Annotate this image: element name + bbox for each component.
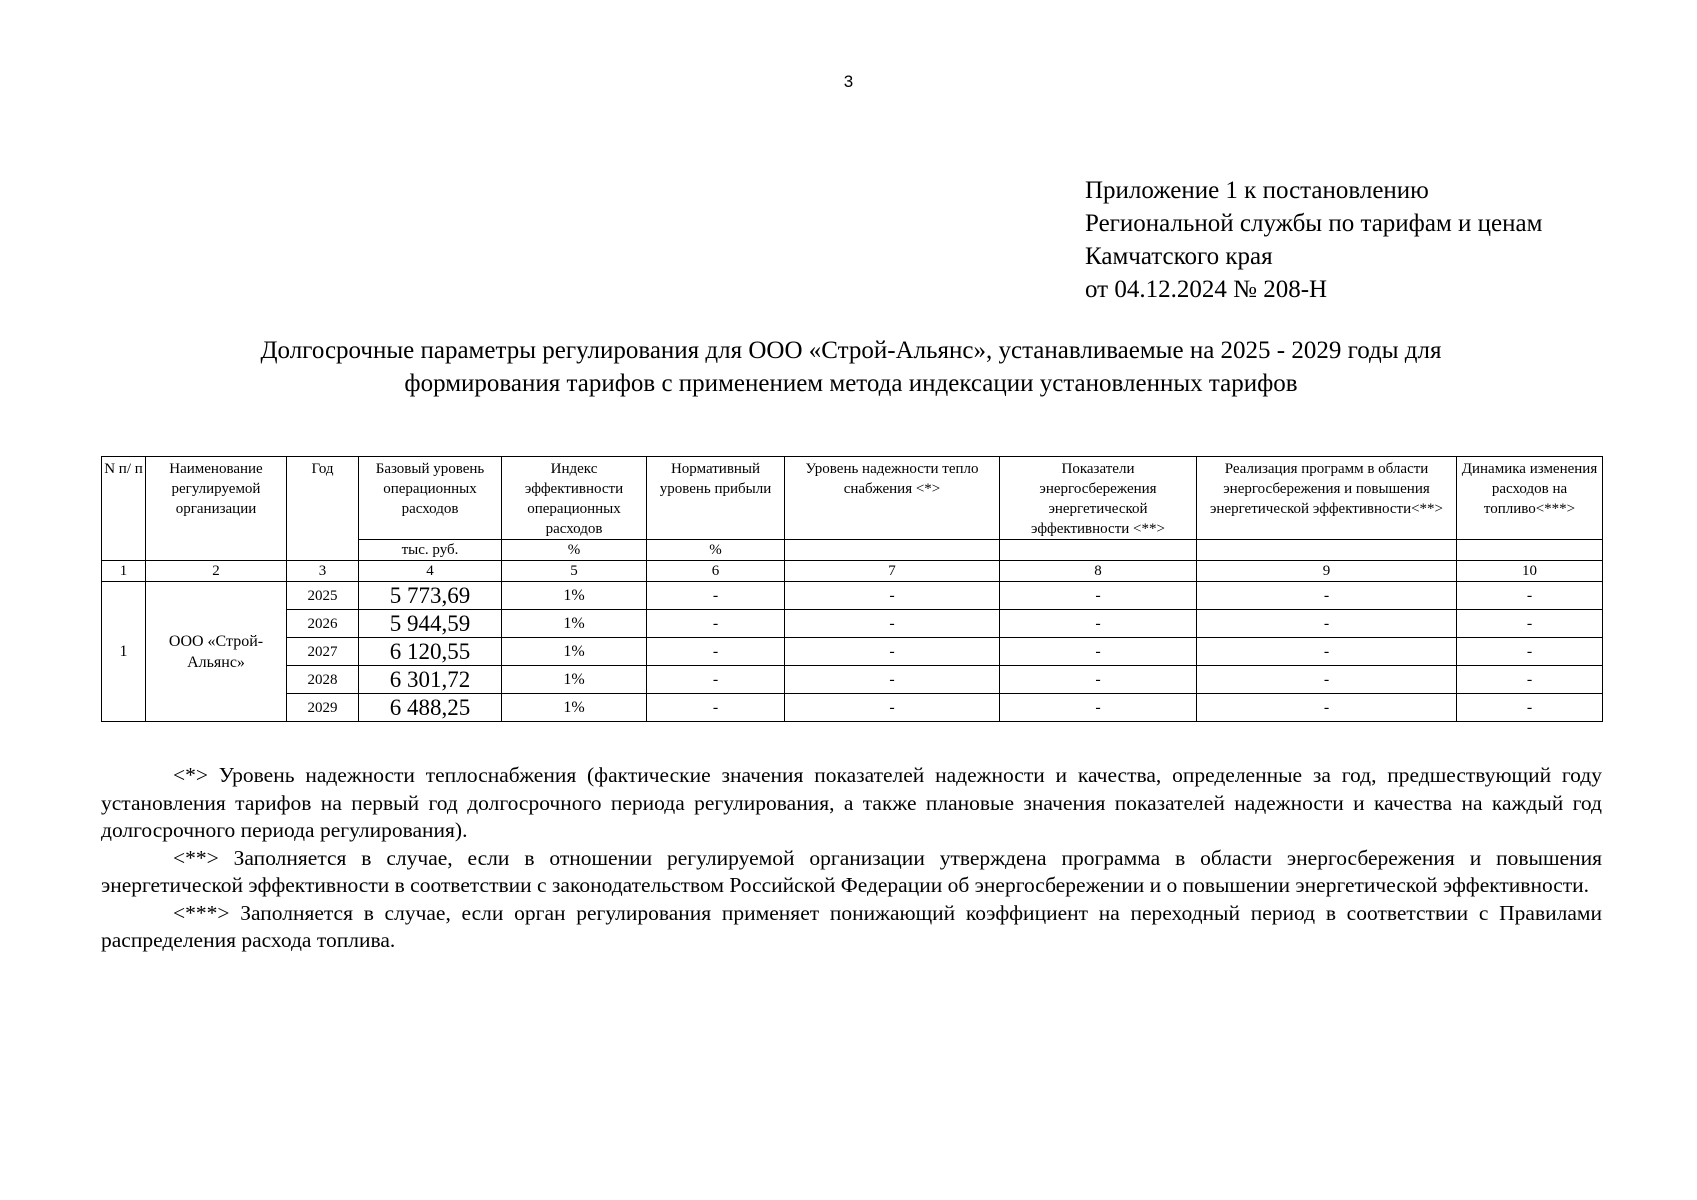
appendix-line: от 04.12.2024 № 208-Н	[1085, 276, 1328, 303]
reliability-cell: -	[785, 582, 1000, 610]
header-cell-base-level: Базовый уровень операционных расходов	[359, 457, 502, 540]
header-cell-organization: Наименование регулируемой организации	[146, 457, 287, 561]
profit-cell: -	[647, 610, 785, 638]
fuel-dynamics-cell: -	[1457, 666, 1603, 694]
efficiency-index-cell: 1%	[502, 582, 647, 610]
reliability-cell: -	[785, 694, 1000, 722]
table-row	[102, 638, 1603, 666]
efficiency-index-cell: 1%	[502, 638, 647, 666]
appendix-line: Региональной службы по тарифам и ценам	[1085, 210, 1543, 237]
base-level-cell: 6 488,25	[359, 694, 502, 722]
efficiency-index-cell: 1%	[502, 610, 647, 638]
energy-saving-cell: -	[1000, 582, 1197, 610]
year-cell: 2028	[287, 666, 359, 694]
column-number: 5	[502, 561, 647, 582]
table-row	[102, 610, 1603, 638]
header-row	[102, 457, 1603, 540]
column-number: 1	[102, 561, 146, 582]
programs-cell: -	[1197, 666, 1457, 694]
title-line: Долгосрочные параметры регулирования для ООО «Строй-Альянс», устанавливаемые на 2025 - 2029 годы для	[260, 337, 1442, 364]
appendix-line: Камчатского края	[1085, 243, 1273, 270]
column-number: 3	[287, 561, 359, 582]
header-cell-profit-level: Нормативный уровень прибыли	[647, 457, 785, 540]
energy-saving-cell: -	[1000, 694, 1197, 722]
fuel-dynamics-cell: -	[1457, 638, 1603, 666]
programs-cell: -	[1197, 582, 1457, 610]
footnotes	[101, 762, 1602, 955]
unit-cell	[1000, 540, 1197, 561]
column-number: 9	[1197, 561, 1457, 582]
unit-cell	[1197, 540, 1457, 561]
efficiency-index-cell: 1%	[502, 666, 647, 694]
unit-cell: %	[647, 540, 785, 561]
footnote: <**> Заполняется в случае, если в отношении регулируемой организации утверждена программа в области энергосбережения и повышения энергетической эффективности в соответствии с законодательством Российской Федерации об энергосбережении и о повышении энергетической эффективности.	[101, 845, 1602, 897]
column-numbers-row	[102, 561, 1603, 582]
programs-cell: -	[1197, 694, 1457, 722]
header-cell-year: Год	[287, 457, 359, 561]
year-cell: 2026	[287, 610, 359, 638]
header-cell-number: N п/ п	[102, 457, 146, 561]
unit-cell: тыс. руб.	[359, 540, 502, 561]
reliability-cell: -	[785, 610, 1000, 638]
column-number: 4	[359, 561, 502, 582]
title-line: формирования тарифов с применением метода индексации установленных тарифов	[404, 370, 1298, 397]
base-level-cell: 6 120,55	[359, 638, 502, 666]
profit-cell: -	[647, 694, 785, 722]
year-cell: 2029	[287, 694, 359, 722]
profit-cell: -	[647, 666, 785, 694]
column-number: 6	[647, 561, 785, 582]
unit-cell	[785, 540, 1000, 561]
column-number: 8	[1000, 561, 1197, 582]
header-cell-reliability: Уровень надежности тепло снабжения <*>	[785, 457, 1000, 540]
profit-cell: -	[647, 582, 785, 610]
programs-cell: -	[1197, 610, 1457, 638]
row-index-cell: 1	[102, 582, 146, 722]
column-number: 7	[785, 561, 1000, 582]
page-number: 3	[843, 72, 854, 91]
efficiency-index-cell: 1%	[502, 694, 647, 722]
base-level-cell: 5 944,59	[359, 610, 502, 638]
base-level-cell: 5 773,69	[359, 582, 502, 610]
year-cell: 2025	[287, 582, 359, 610]
programs-cell: -	[1197, 638, 1457, 666]
energy-saving-cell: -	[1000, 610, 1197, 638]
column-number: 2	[146, 561, 287, 582]
appendix-reference	[1085, 174, 1542, 306]
energy-saving-cell: -	[1000, 638, 1197, 666]
fuel-dynamics-cell: -	[1457, 694, 1603, 722]
header-cell-programs: Реализация программ в области энергосбережения и повышения энергетической эффективности<**>	[1197, 457, 1457, 540]
table-row	[102, 666, 1603, 694]
table-row	[102, 694, 1603, 722]
unit-cell: %	[502, 540, 647, 561]
appendix-line: Приложение 1 к постановлению	[1085, 177, 1429, 204]
header-cell-energy-saving: Показатели энергосбережения энергетической эффективности <**>	[1000, 457, 1197, 540]
header-cell-efficiency-index: Индекс эффективности операционных расходов	[502, 457, 647, 540]
profit-cell: -	[647, 638, 785, 666]
reliability-cell: -	[785, 666, 1000, 694]
year-cell: 2027	[287, 638, 359, 666]
fuel-dynamics-cell: -	[1457, 582, 1603, 610]
document-title	[100, 334, 1602, 400]
parameters-table	[101, 456, 1603, 722]
column-number: 10	[1457, 561, 1603, 582]
footnote: <***> Заполняется в случае, если орган регулирования применяет понижающий коэффициент на переходный период в соответствии с Правилами распределения расхода топлива.	[101, 900, 1602, 952]
fuel-dynamics-cell: -	[1457, 610, 1603, 638]
organization-cell: ООО «Строй-Альянс»	[146, 582, 287, 722]
footnote: <*> Уровень надежности теплоснабжения (фактические значения показателей надежности и качества, определенные за год, предшествующий году установления тарифов на первый год долгосрочного периода регулирования, а также плановые значения показателей надежности и качества на каждый год долгосрочного периода регулирования).	[101, 763, 1602, 842]
base-level-cell: 6 301,72	[359, 666, 502, 694]
unit-cell	[1457, 540, 1603, 561]
header-cell-fuel-dynamics: Динамика изменения расходов на топливо<***>	[1457, 457, 1603, 540]
energy-saving-cell: -	[1000, 666, 1197, 694]
reliability-cell: -	[785, 638, 1000, 666]
table-row	[102, 582, 1603, 610]
